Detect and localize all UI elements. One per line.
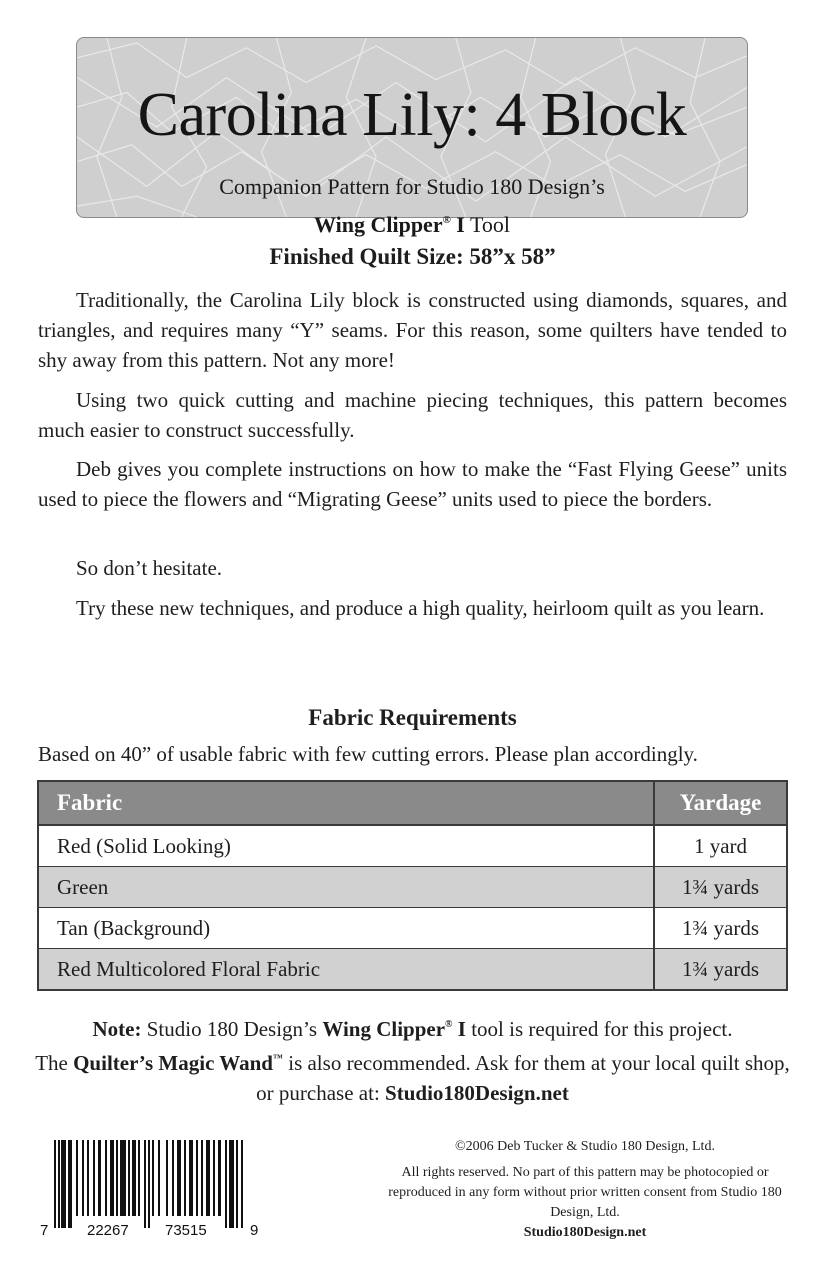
upc-barcode: [40, 1138, 265, 1243]
barcode-bars-icon: [40, 1138, 265, 1228]
tool-name: [77, 208, 747, 237]
fabric-cell: Green: [38, 867, 654, 908]
intro-paragraph-3: Deb gives you complete instructions on how to make the “Fast Flying Geese” units used to piece the flowers and “Migrating Geese” units used to piece the borders.: [38, 457, 787, 511]
note-label: Note:: [92, 1017, 142, 1041]
fabric-cell: Tan (Background): [38, 908, 654, 949]
barcode-group-2: 73515: [165, 1222, 207, 1239]
table-header-row: [38, 781, 787, 825]
pattern-subtitle: Companion Pattern for Studio 180 Design’s: [219, 174, 605, 199]
column-header-yardage: Yardage: [654, 781, 787, 825]
registered-mark: ®: [442, 214, 451, 226]
table-row: [38, 867, 787, 908]
yardage-cell: 1¾ yards: [654, 867, 787, 908]
footer-website-link[interactable]: Studio180Design.net: [523, 1225, 647, 1240]
intro-paragraph-2: Using two quick cutting and machine piecing techniques, this pattern becomes much easier to construct successfully.: [38, 388, 787, 442]
intro-paragraph-4: So don’t hesitate.: [76, 556, 223, 580]
intro-paragraph-5: Try these new techniques, and produce a high quality, heirloom quilt as you learn.: [76, 596, 765, 620]
table-row: [38, 949, 787, 991]
table-row: [38, 825, 787, 867]
barcode-digit-right: 9: [250, 1222, 259, 1239]
intro-paragraph-1: Traditionally, the Carolina Lily block is constructed using diamonds, squares, and triangles, and requires many “Y” seams. For this reason, some quilters have tended to shy away from this pattern. Not any more!: [38, 288, 787, 372]
rights-reserved-text: All rights reserved. No part of this pattern may be photocopied or reproduced in any form without prior written consent from Studio 180 Design, Ltd.: [388, 1165, 782, 1220]
copyright-line: ©2006 Deb Tucker & Studio 180 Design, Ltd.: [455, 1139, 715, 1154]
barcode-group-1: 22267: [87, 1222, 129, 1239]
tool-note: Note: Studio 180 Design’s Wing Clipper® I tool is required for this project. The Quilter’s Magic Wand™ is also recommended. Ask for them at your local quilt shop, or purchase at: Studio180Design.net: [35, 1017, 790, 1105]
yardage-cell: 1 yard: [654, 825, 787, 867]
tool-name-bold: Wing Clipper: [314, 212, 443, 237]
copyright-block: [370, 1137, 800, 1243]
column-header-fabric: Fabric: [38, 781, 654, 825]
pattern-title: Carolina Lily: 4 Block: [137, 81, 687, 149]
yardage-cell: 1¾ yards: [654, 908, 787, 949]
fabric-cell: Red (Solid Looking): [38, 825, 654, 867]
table-row: [38, 908, 787, 949]
finished-quilt-size: Finished Quilt Size: 58”x 58”: [269, 244, 556, 269]
fabric-requirements-table: [37, 780, 788, 991]
yardage-cell: 1¾ yards: [654, 949, 787, 991]
website-link[interactable]: Studio180Design.net: [385, 1081, 569, 1105]
wing-clipper-tool-name: Wing Clipper: [322, 1017, 446, 1041]
tool-suffix: Tool: [469, 212, 510, 237]
barcode-digit-left: 7: [40, 1222, 49, 1239]
tool-roman-numeral: I: [456, 212, 465, 237]
fabric-requirements-note: Based on 40” of usable fabric with few cutting errors. Please plan accordingly.: [38, 742, 698, 766]
fabric-requirements-heading: Fabric Requirements: [308, 705, 517, 730]
magic-wand-tool-name: Quilter’s Magic Wand: [73, 1051, 273, 1075]
fabric-cell: Red Multicolored Floral Fabric: [38, 949, 654, 991]
title-banner: [76, 37, 748, 237]
